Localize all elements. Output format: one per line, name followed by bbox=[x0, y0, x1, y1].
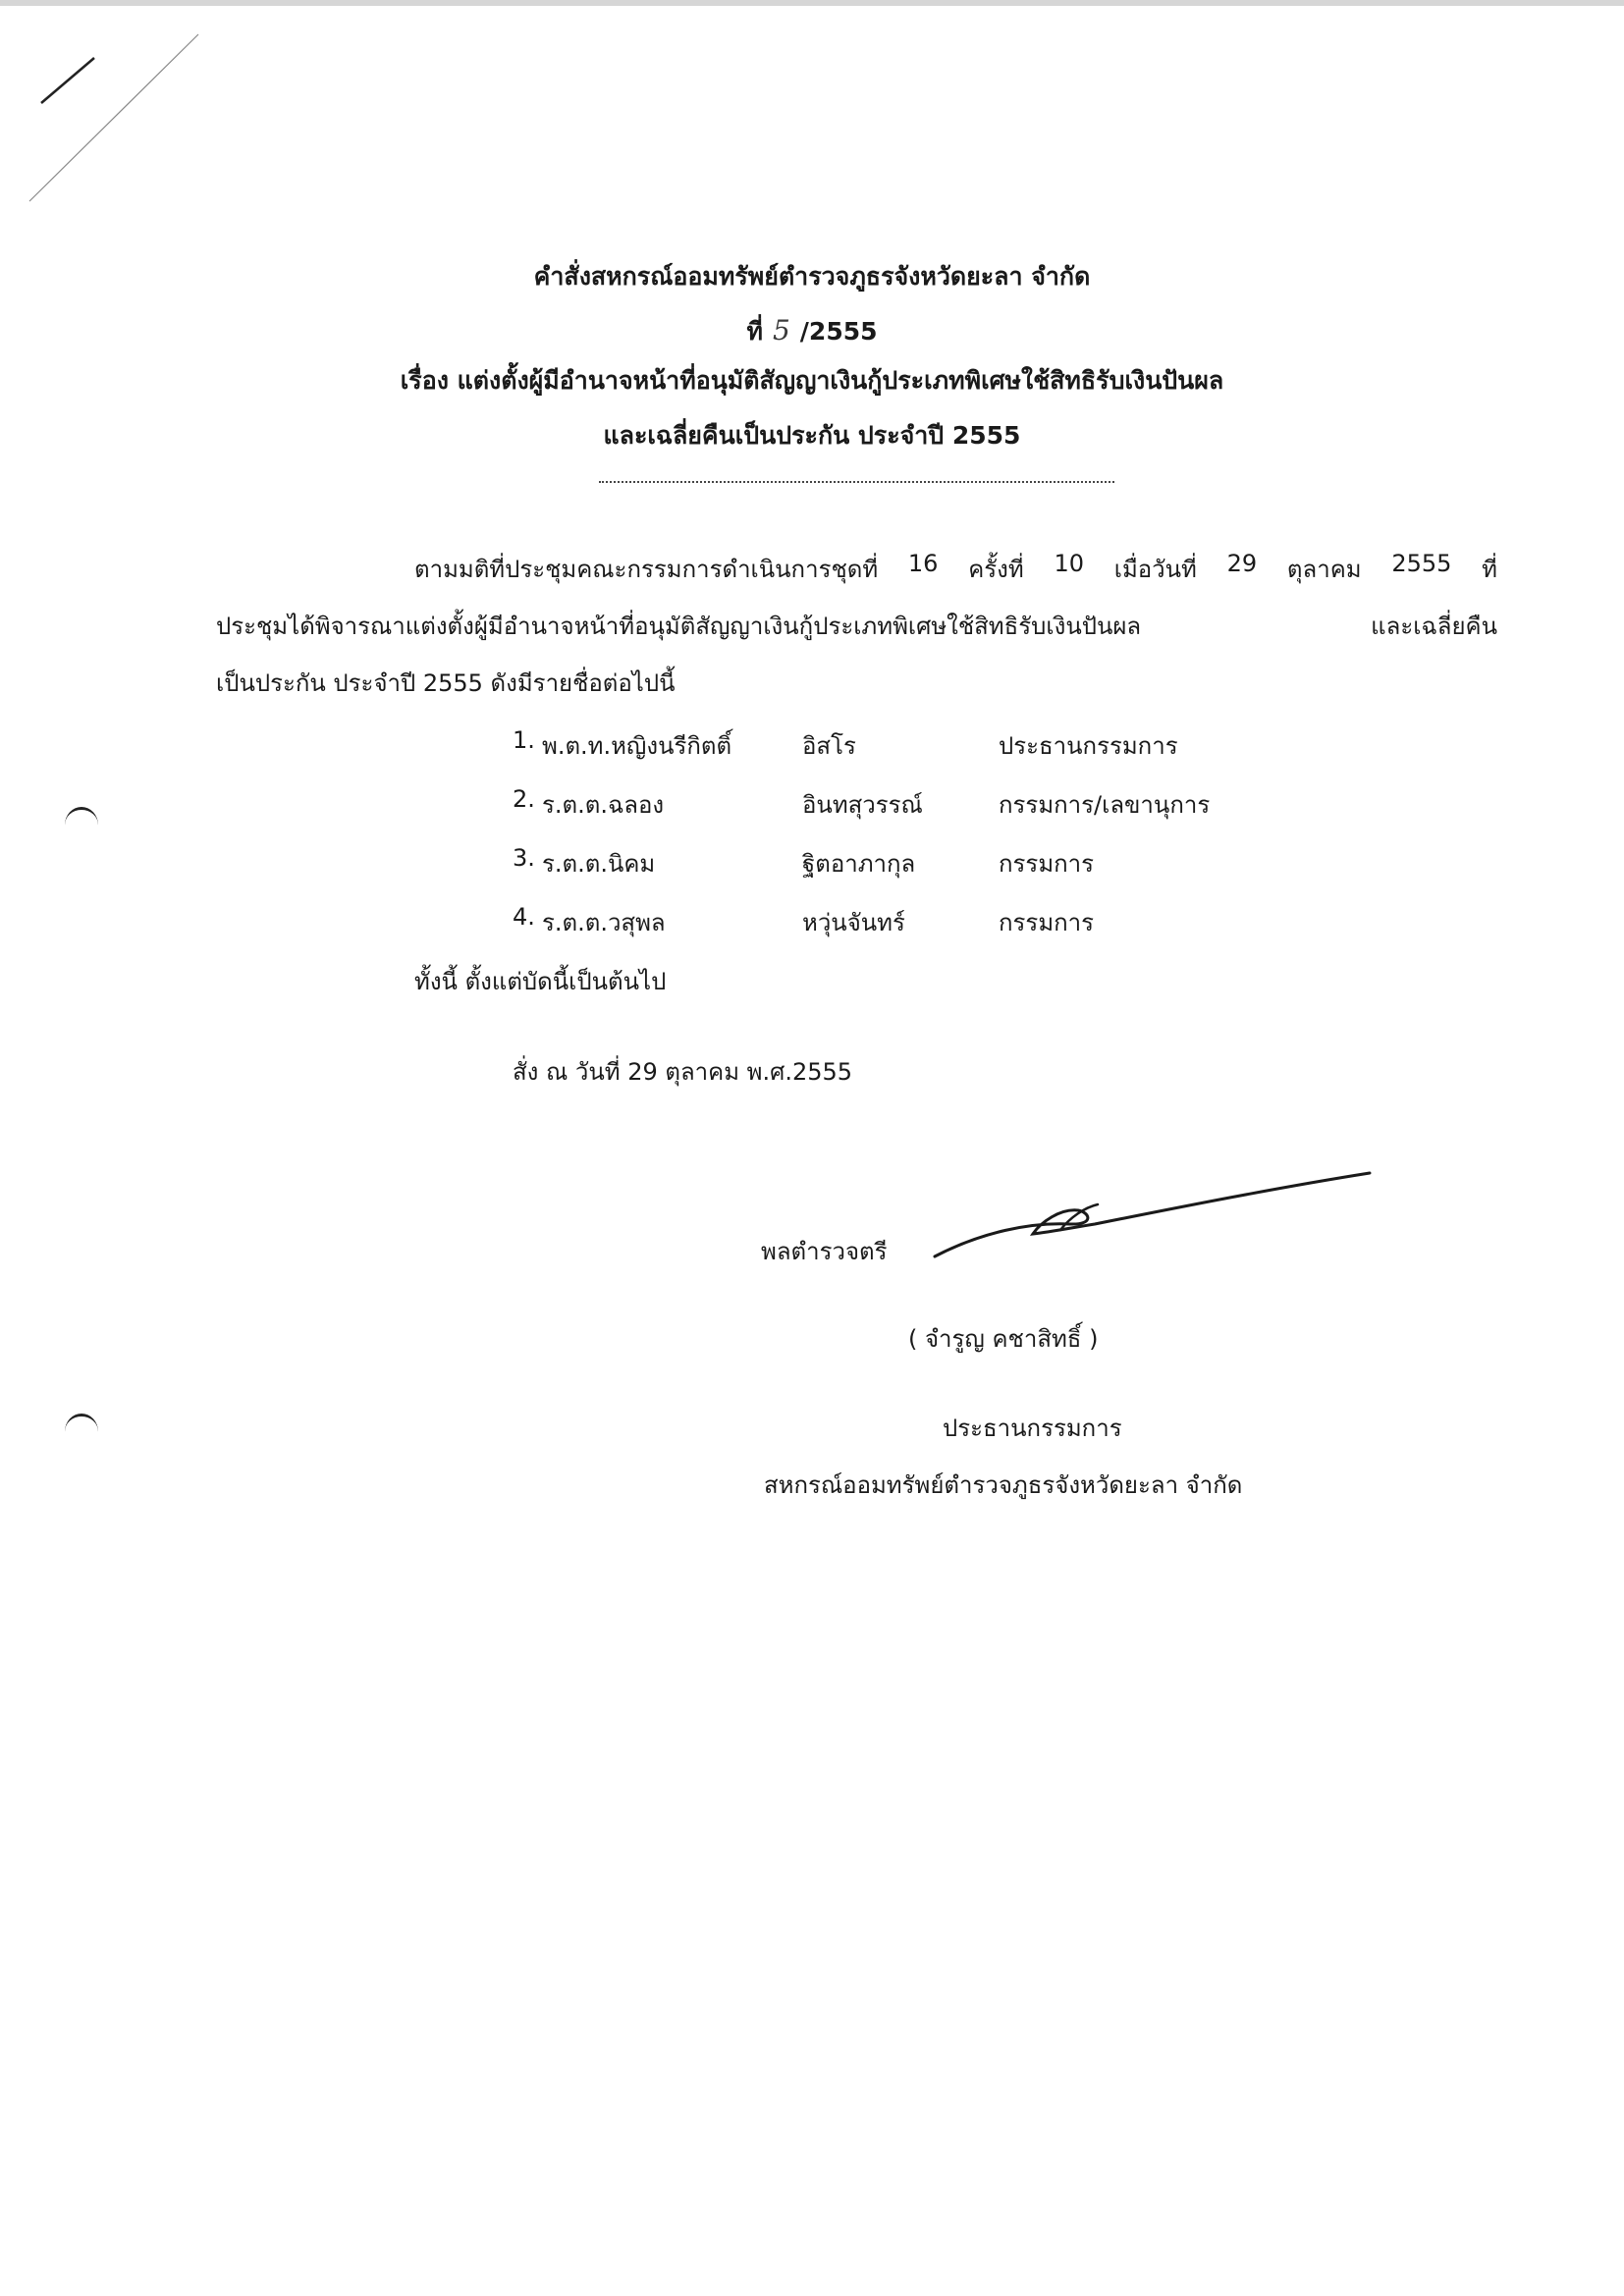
signer-rank: พลตำรวจตรี bbox=[761, 1238, 888, 1265]
body-word: ประชุมได้พิจารณาแต่งตั้งผู้มีอำนาจหน้าที่อนุมัติสัญญาเงินกู้ประเภทพิเศษใช้สิทธิรับเงินปันผล bbox=[216, 613, 1142, 640]
subject-line-1: เรื่อง แต่งตั้งผู้มีอำนาจหน้าที่อนุมัติสัญญาเงินกู้ประเภทพิเศษใช้สิทธิรับเงินปันผล bbox=[400, 366, 1224, 395]
member-role: ประธานกรรมการ bbox=[999, 732, 1178, 760]
member-surname: ฐิตอาภากุล bbox=[802, 850, 916, 878]
body-paragraph-line-2 bbox=[216, 607, 1497, 645]
body-word: ตุลาคม bbox=[1286, 556, 1362, 583]
member-surname: อินทสุวรรณ์ bbox=[802, 791, 923, 819]
body-word: และเฉลี่ยคืน bbox=[1371, 613, 1497, 640]
member-role: กรรมการ bbox=[999, 850, 1095, 878]
body-word: 16 bbox=[907, 550, 939, 577]
body-word: 2555 bbox=[1391, 550, 1452, 577]
body-word: 29 bbox=[1226, 550, 1258, 577]
order-suffix: /2555 bbox=[799, 317, 878, 346]
member-number: 3. bbox=[513, 844, 535, 872]
member-name: ร.ต.ต.ฉลอง bbox=[542, 791, 665, 819]
member-name: ร.ต.ต.วสุพล bbox=[542, 909, 666, 936]
body-word: ที่ bbox=[1482, 556, 1497, 583]
body-word: ตามมติที่ประชุมคณะกรรมการดำเนินการชุดที่ bbox=[414, 556, 879, 583]
member-name: ร.ต.ต.นิคม bbox=[542, 850, 656, 878]
signer-name: ( จำรูญ คชาสิทธิ์ ) bbox=[908, 1325, 1099, 1353]
member-number: 4. bbox=[513, 903, 535, 931]
member-role: กรรมการ/เลขานุการ bbox=[999, 791, 1211, 819]
member-number: 1. bbox=[513, 726, 535, 754]
body-word: 10 bbox=[1054, 550, 1084, 577]
signer-organization: สหกรณ์ออมทรัพย์ตำรวจภูธรจังหวัดยะลา จำกัด bbox=[764, 1471, 1243, 1499]
order-prefix: ที่ bbox=[746, 317, 763, 346]
member-name: พ.ต.ท.หญิงนรีกิตติ์ bbox=[542, 732, 732, 760]
handwritten-signature bbox=[923, 1163, 1384, 1271]
pen-stroke-marks bbox=[20, 25, 216, 221]
date-line: สั่ง ณ วันที่ 29 ตุลาคม พ.ศ.2555 bbox=[513, 1058, 853, 1086]
effective-statement: ทั้งนี้ ตั้งแต่บัดนี้เป็นต้นไป bbox=[414, 968, 667, 995]
separator-dotted-line bbox=[599, 481, 1114, 483]
order-handwritten-number: 5 bbox=[772, 314, 790, 347]
scan-top-edge bbox=[0, 0, 1624, 6]
body-paragraph-line-3: เป็นประกัน ประจำปี 2555 ดังมีรายชื่อต่อไปนี้ bbox=[216, 669, 676, 697]
member-role: กรรมการ bbox=[999, 909, 1095, 936]
document-title: คำสั่งสหกรณ์ออมทรัพย์ตำรวจภูธรจังหวัดยะลา จำกัด bbox=[533, 262, 1091, 291]
signer-position: ประธานกรรมการ bbox=[943, 1415, 1122, 1442]
punch-hole-mark-bottom bbox=[65, 1414, 98, 1450]
member-number: 2. bbox=[513, 785, 535, 813]
punch-hole-mark-top bbox=[65, 807, 98, 843]
body-word: ครั้งที่ bbox=[968, 556, 1024, 583]
body-paragraph-line-1 bbox=[216, 550, 1497, 588]
body-word: เมื่อวันที่ bbox=[1113, 556, 1197, 583]
member-surname: อิสโร bbox=[802, 732, 856, 760]
member-surname: หวุ่นจันทร์ bbox=[802, 909, 905, 936]
subject-line-2: และเฉลี่ยคืนเป็นประกัน ประจำปี 2555 bbox=[603, 421, 1021, 450]
order-number bbox=[0, 312, 1624, 351]
